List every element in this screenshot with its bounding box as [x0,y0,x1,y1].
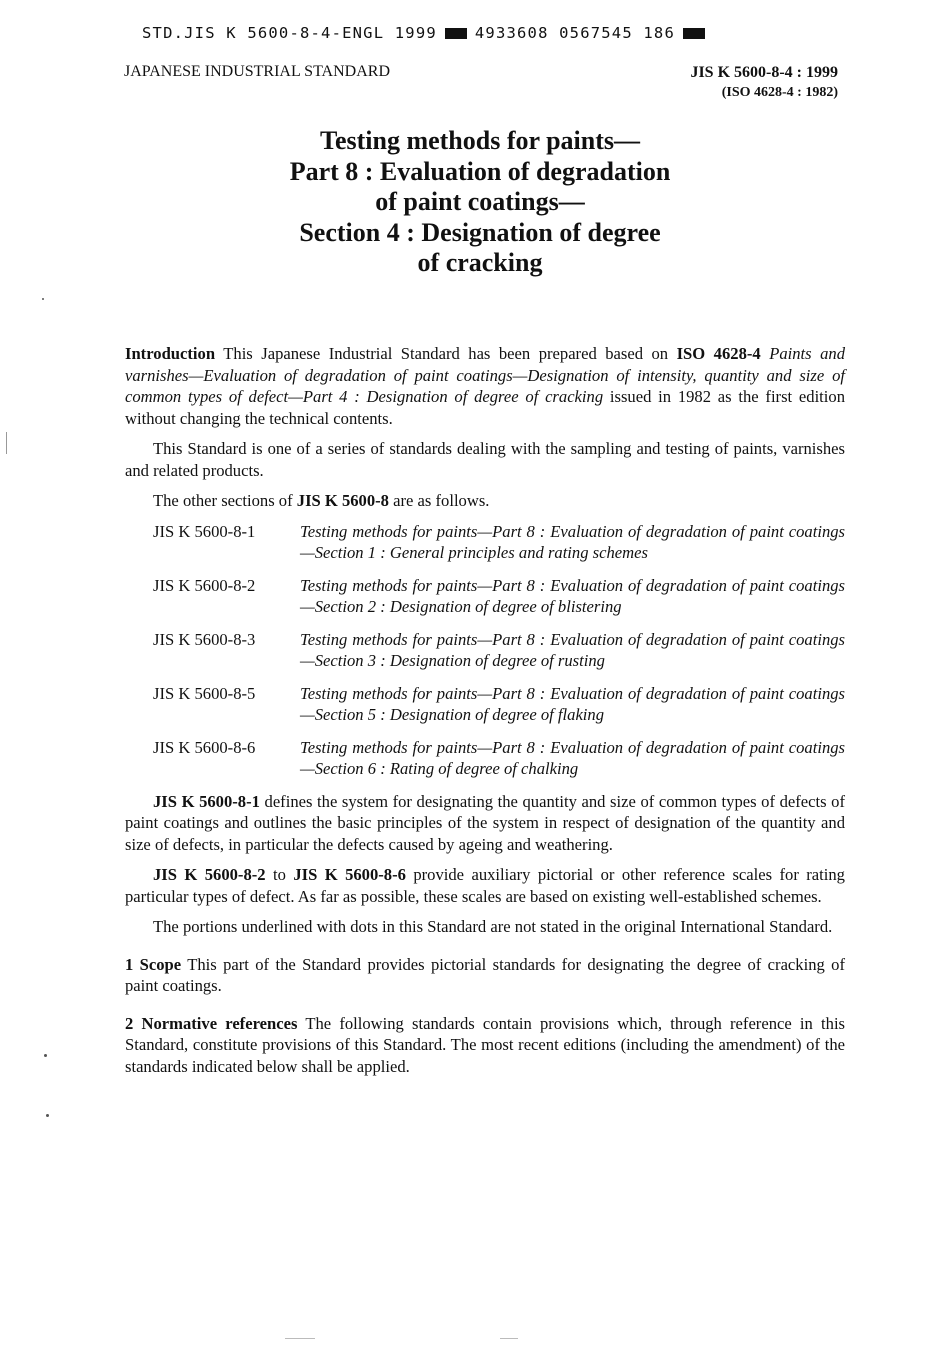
scope-text: This part of the Standard provides pictorial standards for designating the degree of cracking of paint coatings. [125,954,845,995]
other-text: The other sections of [153,491,297,510]
scan-dot [46,1114,49,1117]
standard-code-ref: JIS K 5600-8-2 [153,865,266,884]
standard-code: JIS K 5600-8-4 : 1999 [690,64,838,81]
document-body [125,343,845,1086]
list-item [153,683,845,726]
section-title: Testing methods for paints—Part 8 : Evaluation of degradation of paint coatings—Section 3 : Designation of degree of rusting [300,629,845,670]
list-item [153,575,845,618]
standard-code-block [690,63,838,103]
intro-text: This Japanese Industrial Standard has been prepared based on [215,344,677,363]
section-title: Testing methods for paints—Part 8 : Evaluation of degradation of paint coatings—Section 2 : Designation of degree of blistering [300,575,845,616]
dots-note-paragraph: The portions underlined with dots in this Standard are not stated in the original International Standard. [153,917,833,936]
title-line: Part 8 : Evaluation of degradation [289,156,671,186]
scope-heading: 1 Scope [125,954,182,974]
section-code: JIS K 5600-8-3 [153,629,256,649]
parts-text: provide auxiliary pictorial or other reference scales for rating particular types of defect. As far as possible, these scales are based on existing well-established schemes. [125,865,845,906]
list-item [153,521,845,564]
scope-section [125,954,845,997]
scan-line [500,1338,518,1339]
section-title: Testing methods for paints—Part 8 : Evaluation of degradation of paint coatings—Section 6 : Rating of degree of chalking [300,737,845,778]
title-line: of paint coatings— [375,187,585,216]
section-code: JIS K 5600-8-5 [153,683,256,703]
stamp-block-mark [683,28,705,39]
other-sections-list [153,521,845,780]
series-paragraph: This Standard is one of a series of standards dealing with the sampling and testing of paints, varnishes and related products. [125,439,845,480]
standard-org: JAPANESE INDUSTRIAL STANDARD [124,63,390,80]
scan-line [6,432,7,454]
section-title: Testing methods for paints—Part 8 : Evaluation of degradation of paint coatings—Section 1 : General principles and rating schemes [300,521,845,562]
iso-reference: (ISO 4628-4 : 1982) [721,85,838,100]
list-item [153,737,845,780]
other-text-end: are as follows. [388,491,490,510]
iso-ref: ISO 4628-4 [676,344,761,363]
list-item [153,629,845,672]
standard-code-ref: JIS K 5600-8 [296,491,389,510]
normative-heading: 2 Normative references [125,1013,298,1033]
stamp-right-text: 4933608 0567545 186 [474,24,675,42]
normative-text: The following standards contain provisions which, through reference in this Standard, constitute provisions of this Standard. The most recent editions (including the amendment) of the standards indicated below shall be applied. [125,1013,846,1076]
normative-references-section [125,1013,845,1078]
section-code: JIS K 5600-8-1 [153,521,256,541]
title-line: Section 4 : Designation of degree [299,217,661,247]
section-code: JIS K 5600-8-2 [153,575,256,595]
part1-text: defines the system for designating the quantity and size of common types of defects of paint coatings and outlines the basic principles of the system in respect of designation of the quantity and size of defects, in particular the defects caused by ageing and weathering. [125,791,845,854]
iso-title: Paints and varnishes—Evaluation of degradation of paint coatings—Designation of intensity, quantity and size of common types of defect—Part 4 : Designation of degree of cracking [125,344,845,406]
other-sections-paragraph [125,490,845,512]
scan-dot [42,298,44,300]
section-code: JIS K 5600-8-6 [153,737,256,757]
scan-line [285,1338,315,1339]
connector-text: to [265,865,294,884]
title-line: of cracking [417,248,543,277]
part1-paragraph [125,791,845,856]
standard-code-ref: JIS K 5600-8-6 [293,865,406,884]
stamp-left-text: STD.JIS K 5600-8-4-ENGL 1999 [142,24,437,42]
page-title [130,126,830,279]
standard-code-ref: JIS K 5600-8-1 [153,791,260,811]
scan-stamp [142,24,713,42]
intro-text-end: issued in 1982 as the first edition without changing the technical contents. [125,387,845,428]
introduction-heading: Introduction [125,344,216,363]
title-line: Testing methods for paints— [320,126,640,155]
stamp-block-mark [445,28,467,39]
section-title: Testing methods for paints—Part 8 : Evaluation of degradation of paint coatings—Section 5 : Designation of degree of flaking [300,683,845,724]
scan-dot [44,1054,47,1057]
introduction-paragraph [125,343,845,429]
parts2to6-paragraph [125,864,845,907]
